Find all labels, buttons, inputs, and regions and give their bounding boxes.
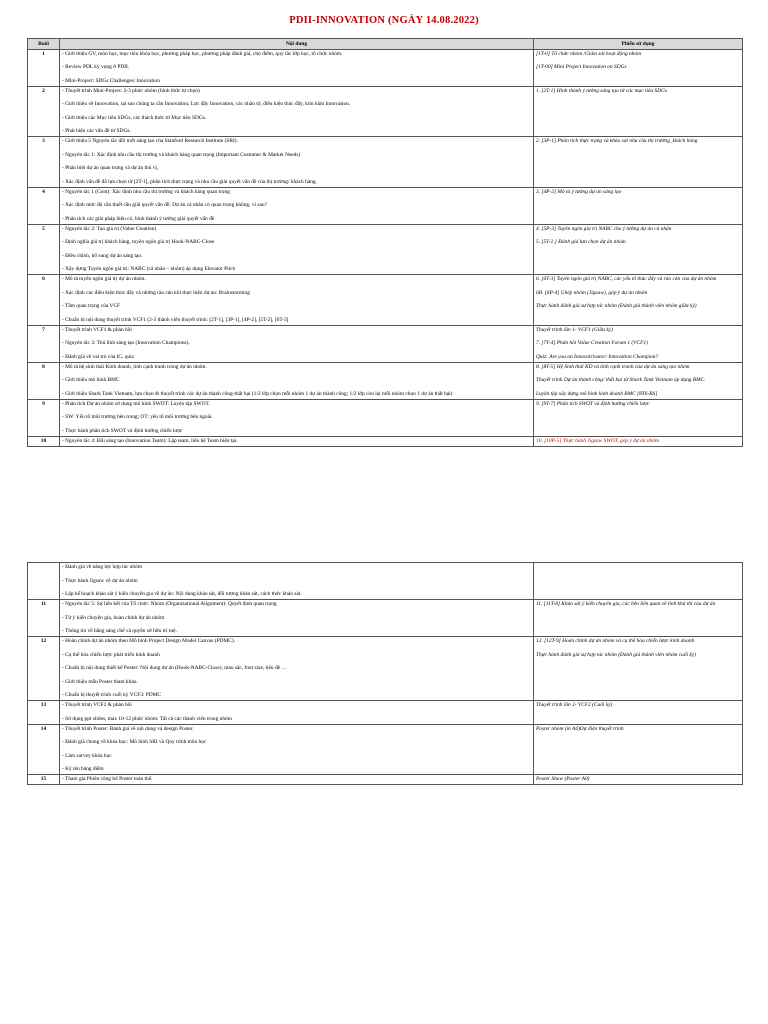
- content-line: - Sử dụng ppt slides, max 10-12 phút/ nhóm: Tất cả các thành viên trong nhóm: [62, 715, 232, 722]
- usage-cell: [534, 362, 743, 399]
- usage-cell: [534, 86, 743, 137]
- usage-cell: [534, 775, 743, 785]
- table-row: [28, 701, 743, 725]
- usage-line: 6. [6T-3] Tuyên ngôn giá trị NABC, các yếu tố thúc đẩy và rào cản của dự án nhóm: [536, 276, 717, 283]
- usage-line: 8. [8T-5] Hệ Sinh thái KD và tính cạnh tranh của dự án sáng tạo nhóm: [536, 363, 690, 370]
- content-line: - Định nghĩa giá trị khách hàng, tuyên ngôn giá trị Hook-NABC-Close: [62, 239, 215, 246]
- content-line: - Xác định vấn đề đã lựa chọn từ [2T-1], phân tích thực trạng và nhu cầu giải quyết vấn đề của thị trường/ khách hàng.: [62, 178, 317, 185]
- content-line: - Ký tên bảng điểm: [62, 766, 104, 772]
- usage-cell: [534, 49, 743, 86]
- usage-cell: [534, 436, 743, 446]
- header-session: Buổi: [28, 39, 60, 50]
- content-line: - Tham gia Phiên công bố Poster toàn thể.: [62, 776, 153, 782]
- usage-cell: [534, 724, 743, 775]
- content-line: - Thuyết trình Mini-Project: 2-3 phút/ nhóm (hình thức tự chọn): [62, 87, 200, 94]
- usage-line: 4. [5P-3] Tuyên ngôn giá trị NABC cho ý tưởng dự án cá nhân: [536, 225, 672, 232]
- content-line: - Từ ý kiến chuyên gia, hoàn chỉnh dự án nhóm: [62, 614, 165, 621]
- content-line: - Xác định các điều kiện thúc đẩy và những rào cản khi thực hiện dự án: Brainstorming: [62, 289, 250, 296]
- usage-line: 7. [7T-4] Phản hồi Value Creation Forum 1 (VCF1): [536, 340, 648, 347]
- content-line: - Đánh giá về năng lực hợp tác nhóm: [62, 564, 143, 570]
- content-cell: [60, 224, 534, 275]
- content-line: - Giới thiệu GV, môn học, mục tiêu khóa học, phương pháp học, phương pháp đánh giá, cho điểm, quy tắc lớp học, tổ chức nhóm.: [62, 50, 343, 57]
- table-row: [28, 275, 743, 326]
- usage-line: Thực hành đánh giá sự hợp tác nhóm (Đánh giá thành viên nhóm giữa kỳ): [536, 303, 697, 310]
- table-row: [28, 600, 743, 637]
- table-row: [28, 137, 743, 188]
- usage-line: Quiz: Are you an Innovatrivator/ Innovation Champion?: [536, 353, 659, 360]
- table-row: [28, 724, 743, 775]
- content-line: - Làm survey khóa học: [62, 752, 112, 759]
- content-cell: [60, 137, 534, 188]
- session-number: 10: [28, 436, 60, 446]
- table-row: [28, 187, 743, 224]
- content-line: - Chuẩn bị nội dung thuyết trình VCF1 (2-3 thành viên thuyết trình: [2T-1], [3P-1], [4P-2], [5T-2], [6T-3]: [62, 316, 289, 323]
- content-line: - Điều chỉnh, bổ sung dự án sáng tạo.: [62, 252, 143, 259]
- header-usage: Phiếu sử dụng: [534, 39, 743, 50]
- content-line: - Thông tin về bằng sáng chế và quyền sở hữu trí tuệ.: [62, 628, 177, 634]
- session-number: 13: [28, 701, 60, 725]
- table-row: [28, 86, 743, 137]
- content-line: - Nguyên tắc 1 (Cont): Xác định nhu cầu thị trường và khách hàng quan trọng: [62, 188, 230, 195]
- table-row: [28, 563, 743, 600]
- content-cell: [60, 637, 534, 701]
- content-cell: [60, 600, 534, 637]
- session-number: 3: [28, 137, 60, 188]
- content-line: - Nguyên tắc 3: Thủ lĩnh sáng tạo (Innovation Champions).: [62, 340, 190, 347]
- content-line: - Chuẩn bị nội dung thiết kế Poster: Nội dung dự án (Hook-NABC-Close), màu sắc, font size, tiêu đề …: [62, 665, 287, 671]
- usage-line: [1T-00] Mini Project Innovation on SDGs: [536, 64, 627, 71]
- usage-line: [1T-0] Tổ chức nhóm /Giám sát hoạt động nhóm: [536, 50, 641, 57]
- session-number: 1: [28, 49, 60, 86]
- content-line: - Phân tích Dự án nhóm sử dụng mô hình SWOT: Luyện tập SWOT.: [62, 400, 210, 407]
- table-header-row: [28, 39, 743, 50]
- content-line: - Xác định mức độ cần thiết cần giải quyết vấn đề: Dự án cá nhân có quan trọng không, vì sao?: [62, 202, 267, 209]
- schedule-table: [27, 38, 743, 447]
- usage-line: Thuyết trình lần 1- VCF1 (Giữa kỳ): [536, 326, 613, 333]
- content-cell: [60, 86, 534, 137]
- content-line: - Thực hành Jigsaw về dự án nhóm: [62, 577, 138, 584]
- header-content: Nội dung: [60, 39, 534, 50]
- content-cell: [60, 775, 534, 785]
- usage-line: 12. [12T-9] Hoàn chỉnh dự án nhóm và cụ thể hóa chiến lược kinh doanh: [536, 638, 695, 644]
- usage-line: 9. [9T-7] Phân tích SWOT và định hướng chiến lược: [536, 400, 650, 407]
- usage-cell: [534, 637, 743, 701]
- session-number: 12: [28, 637, 60, 701]
- usage-cell: [534, 275, 743, 326]
- content-line: - Giới thiệu Shark Tank Vietnam, lựa chọn & thuyết trình các dự án thành công-thất bại (1/2 lớp chọn mỗi nhóm 1 dự án thành công; 1/2 lớp còn lại mỗi nhóm chọn 1 dự án thất bại): [62, 390, 453, 397]
- table-row: [28, 399, 743, 436]
- content-line: - Giới thiệu mẫu Poster tham khảo.: [62, 678, 138, 685]
- content-cell: [60, 701, 534, 725]
- content-line: - Cụ thể hóa chiến lược phát triển kinh doanh: [62, 651, 160, 658]
- schedule-table-continued: [27, 562, 743, 785]
- table-row: [28, 775, 743, 785]
- content-cell: [60, 724, 534, 775]
- content-line: - Mô tả tuyên ngôn giá trị dự án nhóm.: [62, 276, 146, 283]
- usage-cell: [534, 137, 743, 188]
- content-line: - Nguyên tắc 4: Đổi sáng tạo (Innovation Team): Lập team, liên hệ Team hiện tại.: [62, 437, 238, 444]
- usage-line: 6B. [6P-4] Ghép nhóm (Jigsaw), góp ý dự án nhóm: [536, 289, 648, 296]
- usage-cell: [534, 600, 743, 637]
- table-row: [28, 224, 743, 275]
- content-line: - Đánh giá chung về khóa học: Mô hình SRI và Quy trình môn học: [62, 739, 207, 745]
- content-line: - Thuyết trình VCF1 & phản hồi: [62, 326, 132, 333]
- content-line: - Phát hiện các vấn đề từ SDGs.: [62, 128, 131, 135]
- usage-cell: [534, 701, 743, 725]
- usage-cell: [534, 399, 743, 436]
- content-cell: [60, 275, 534, 326]
- session-number: 14: [28, 724, 60, 775]
- content-cell: [60, 436, 534, 446]
- content-line: - Thuyết trình VCF2 & phản hồi: [62, 702, 132, 708]
- session-number: 6: [28, 275, 60, 326]
- session-number: 5: [28, 224, 60, 275]
- content-cell: [60, 399, 534, 436]
- table-row: [28, 436, 743, 446]
- session-number: 4: [28, 187, 60, 224]
- page-title: PDII-INNOVATION (NGÀY 14.08.2022): [289, 15, 479, 26]
- table-row: [28, 362, 743, 399]
- session-number: 15: [28, 775, 60, 785]
- usage-cell: [534, 325, 743, 362]
- usage-line: 11. [11T-8] Khảo sát ý kiến chuyên gia, các bên liên quan về tính khả thi của dự án: [536, 601, 716, 607]
- content-line: - Giới thiệu về Innovation, tại sao chúng ta cần Innovation, Lực đẩy Innovation, các nhân tố, điều kiện thúc đẩy, kìm hãm Innovation.: [62, 101, 351, 108]
- usage-line: 3. [4P-2] Mô tả ý tưởng dự án sáng tạo: [536, 188, 622, 195]
- content-line: - Đánh giá về vai trò của IC, quiz: [62, 353, 134, 360]
- usage-cell: [534, 187, 743, 224]
- usage-line: Poster nhóm (in A4)Dự điện thuyết trình: [536, 725, 624, 732]
- usage-cell: [534, 224, 743, 275]
- content-line: - Chuẩn bị thuyết trình cuối kỳ VCF3: PDMC: [62, 692, 162, 698]
- session-number: [28, 563, 60, 600]
- usage-line: Luyện tập xây dựng mô hình kinh doanh BMC [8T6-BS]: [536, 390, 658, 397]
- usage-line: Thuyết trình Dự án thành công/ thất bại từ Shark Tank Vietnam áp dụng BMC.: [536, 377, 706, 384]
- usage-line: Poster Show (Poster A0): [536, 776, 590, 782]
- usage-line: 5. [5T-2 ] Đánh giá lựa chọn dự án nhóm: [536, 239, 626, 246]
- content-line: - Phân tích các giải pháp hiện có, hình thành ý tưởng giải quyết vấn đề: [62, 215, 215, 222]
- content-line: - Hoàn chỉnh dự án nhóm theo Mô hình Project Design Model Canvas (PDMC).: [62, 638, 236, 644]
- content-line: - Xây dựng Tuyên ngôn giá trị: NABC (cá nhân – nhóm) áp dụng Elevator Pitch: [62, 266, 236, 273]
- content-line: - SW: Yếu tố môi trường bên trong; OT: yếu tố môi trường bên ngoài.: [62, 414, 213, 421]
- content-cell: [60, 325, 534, 362]
- usage-line: Thực hành đánh giá sự hợp tác nhóm (Đánh giá thành viên nhóm cuối kỳ): [536, 651, 696, 658]
- content-cell: [60, 187, 534, 224]
- content-line: - Giới thiệu các Mục tiêu SDGs, các thách thức từ Mục tiêu SDGs.: [62, 114, 207, 121]
- content-line: - Mô tả hệ sinh thái Kinh doanh, tính cạnh tranh trong dự án nhóm.: [62, 363, 207, 370]
- content-line: - Nguyên tắc 1: Xác định nhu cầu thị trường và khách hàng quan trọng (Important Customer & Market Needs): [62, 151, 301, 158]
- content-line: - Thuyết trình Poster: Đánh giá về nội dung và design Poster.: [62, 725, 194, 732]
- content-cell: [60, 362, 534, 399]
- content-line: - Giới thiệu mô hình BMC: [62, 377, 120, 384]
- table-row: [28, 325, 743, 362]
- content-line: - Phân biệt dự án quan trọng và dự án thú vị,: [62, 165, 159, 172]
- content-line: - Nguyên tắc 5: Sự liên kết của Tổ chức: Nhóm (Organizational Alignment): Quyết định quan trọng: [62, 601, 277, 607]
- usage-cell: [534, 563, 743, 600]
- content-line: - Giới thiệu 5 Nguyên tắc đổi mới sáng tạo của Stanford Research Institute (SRI).: [62, 138, 238, 145]
- session-number: 11: [28, 600, 60, 637]
- session-number: 7: [28, 325, 60, 362]
- usage-line: 2. [3P-1] Phân tích thực trạng và khảo sát nhu cầu thị trường_khách hàng: [536, 138, 698, 145]
- usage-line: 1. [2T-1] Hình thành ý tưởng sáng tạo từ các mục tiêu SDGs: [536, 87, 667, 94]
- content-line: - Nguyên tắc 2: Tạo giá trị (Value Creation): [62, 225, 157, 232]
- table-row: [28, 637, 743, 701]
- content-cell: [60, 49, 534, 86]
- session-number: 8: [28, 362, 60, 399]
- content-line: - Thực hành phân tích SWOT và định hướng chiến lược: [62, 427, 183, 434]
- table-row: [28, 49, 743, 86]
- content-line: - Lập kế hoạch khảo sát ý kiến chuyên gia về dự án: Nội dung khảo sát, đối tượng khảo sát, cách thức khảo sát.: [62, 591, 302, 597]
- content-line: - Review PDL kỳ vọng ở PDII.: [62, 64, 130, 71]
- usage-line: 10. [10P-5] Thực hành Jigsaw SWOT, góp ý dự án nhóm: [536, 437, 659, 444]
- session-number: 2: [28, 86, 60, 137]
- session-number: 9: [28, 399, 60, 436]
- content-line: - Tầm quan trọng của VCF: [62, 303, 121, 310]
- content-line: - Mini-Project: SDGs Challenges/ Innovation: [62, 77, 160, 84]
- content-cell: [60, 563, 534, 600]
- usage-line: Thuyết trình lần 2- VCF2 (Cuối kỳ): [536, 702, 613, 708]
